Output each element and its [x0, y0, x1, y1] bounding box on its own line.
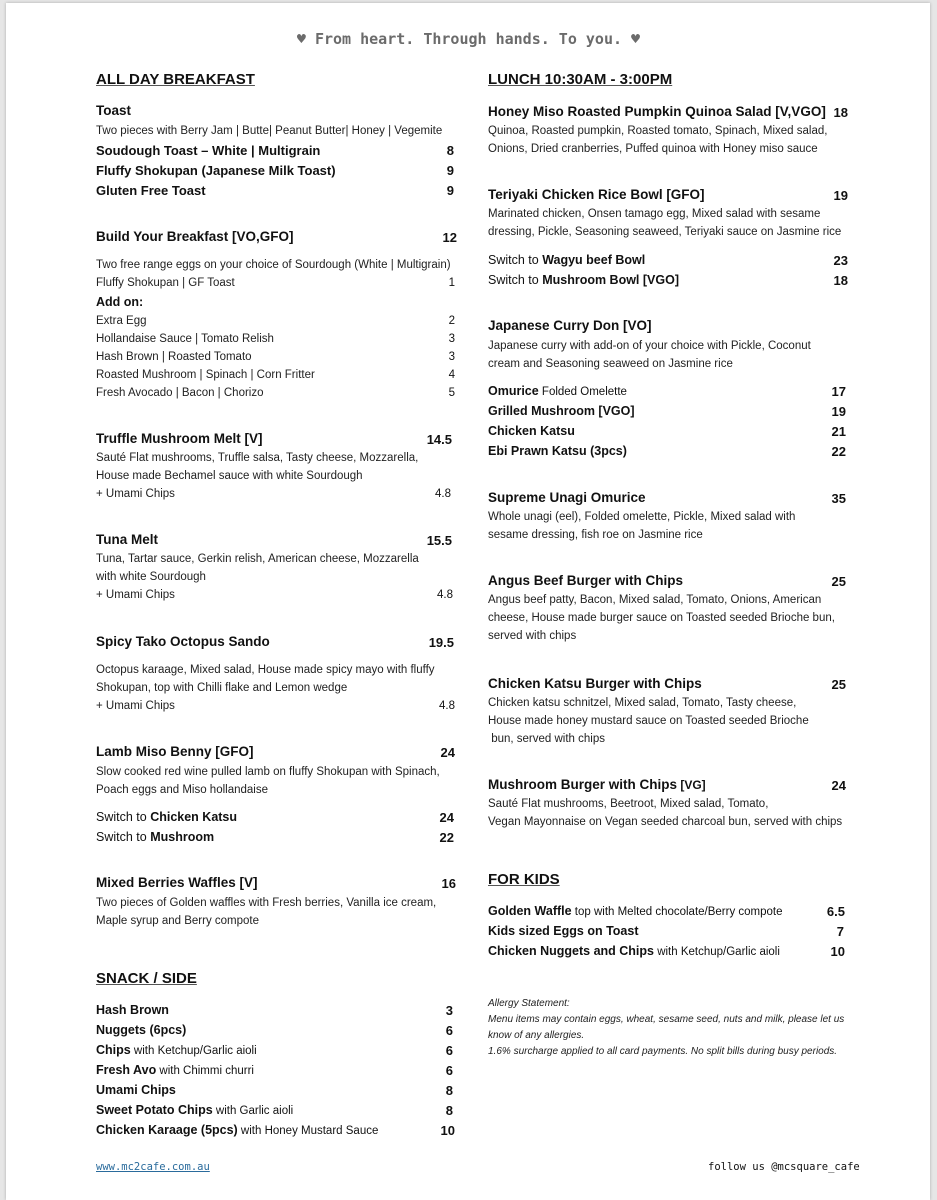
katsu-burger-title: Chicken Katsu Burger with Chips	[488, 676, 702, 691]
switch-name: Mushroom	[150, 830, 215, 844]
build-price: 12	[442, 230, 457, 245]
snack-price: 10	[440, 1123, 455, 1138]
snack-item	[96, 1043, 257, 1057]
snack-item	[96, 1023, 186, 1037]
snack-item	[96, 1103, 293, 1117]
tuna-extra: + Umami Chips	[96, 589, 175, 601]
option-name: Ebi Prawn Katsu (3pcs)	[488, 444, 627, 458]
snack-name: Chips	[96, 1043, 131, 1057]
tako-extra-price: 4.8	[439, 700, 455, 712]
truffle-desc: House made Bechamel sauce with white Sourdough	[96, 470, 363, 482]
option-note: Folded Omelette	[538, 386, 627, 398]
katsu-burger-desc: House made honey mustard sauce on Toasted seeded Brioche	[488, 715, 809, 727]
curry-option-price: 19	[831, 404, 846, 419]
teriyaki-switch-price: 23	[833, 253, 848, 268]
waffles-desc: Two pieces of Golden waffles with Fresh berries, Vanilla ice cream,	[96, 897, 437, 909]
mush-burger-desc: Sauté Flat mushrooms, Beetroot, Mixed salad, Tomato,	[488, 798, 769, 810]
teriyaki-switch-price: 18	[833, 273, 848, 288]
snack-price: 6	[445, 1063, 453, 1078]
allergy-text: know of any allergies.	[488, 1030, 585, 1041]
switch-prefix: Switch to	[96, 830, 151, 844]
addon-label: Add on:	[96, 295, 144, 309]
mush-burger-price: 24	[831, 778, 846, 793]
mush-burger-desc: Vegan Mayonnaise on Vegan seeded charcoal bun, served with chips	[488, 816, 843, 828]
katsu-burger-desc: bun, served with chips	[488, 733, 605, 745]
waffles-price: 16	[441, 876, 456, 891]
addon-price: 2	[448, 315, 455, 327]
addon-item: Roasted Mushroom | Spinach | Corn Fritter	[96, 369, 315, 381]
teriyaki-price: 19	[833, 188, 848, 203]
kids-item	[488, 944, 780, 958]
build-desc: Two free range eggs on your choice of Sourdough (White | Multigrain)	[96, 259, 451, 271]
toast-item: Fluffy Shokupan (Japanese Milk Toast)	[96, 163, 336, 178]
toast-title: Toast	[96, 103, 132, 118]
build-desc: Fluffy Shokupan | GF Toast	[96, 277, 235, 289]
angus-desc: cheese, House made burger sauce on Toasted seeded Brioche bun,	[488, 612, 835, 624]
curry-option-price: 21	[831, 424, 846, 439]
lamb-desc: Slow cooked red wine pulled lamb on fluffy Shokupan with Spinach,	[96, 766, 440, 778]
build-desc-price: 1	[448, 277, 455, 289]
toast-item-price: 8	[446, 143, 454, 158]
kids-note: top with Melted chocolate/Berry compote	[571, 906, 783, 918]
teriyaki-title: Teriyaki Chicken Rice Bowl [GFO]	[488, 187, 705, 202]
salad-desc: Onions, Dried cranberries, Puffed quinoa with Honey miso sauce	[488, 143, 818, 155]
curry-option	[488, 384, 627, 398]
lamb-switch-price: 22	[439, 830, 454, 845]
kids-name: Golden Waffle	[488, 904, 572, 918]
kids-heading: FOR KIDS	[488, 871, 560, 888]
waffles-desc: Maple syrup and Berry compote	[96, 915, 259, 927]
toast-item: Gluten Free Toast	[96, 183, 206, 198]
kids-item	[488, 904, 783, 918]
angus-desc: served with chips	[488, 630, 577, 642]
lamb-desc: Poach eggs and Miso hollandaise	[96, 784, 268, 796]
curry-title: Japanese Curry Don [VO]	[488, 318, 652, 333]
snack-item	[96, 1123, 378, 1137]
snack-name: Sweet Potato Chips	[96, 1103, 213, 1117]
kids-price: 6.5	[826, 904, 845, 919]
curry-option-price: 17	[831, 384, 846, 399]
lamb-title: Lamb Miso Benny [GFO]	[96, 744, 254, 759]
tuna-desc: Tuna, Tartar sauce, Gerkin relish, American cheese, Mozzarella	[96, 553, 419, 565]
addon-price: 3	[448, 351, 455, 363]
tuna-price: 15.5	[426, 533, 452, 548]
tako-extra: + Umami Chips	[96, 700, 175, 712]
katsu-burger-desc: Chicken katsu schnitzel, Mixed salad, Tomato, Tasty cheese,	[488, 697, 797, 709]
kids-price: 10	[830, 944, 845, 959]
build-title: Build Your Breakfast [VO,GFO]	[96, 229, 294, 244]
lamb-price: 24	[440, 745, 455, 760]
tako-desc: Shokupan, top with Chilli flake and Lemon wedge	[96, 682, 348, 694]
snack-note: with Garlic aioli	[212, 1105, 294, 1117]
lunch-heading: LUNCH 10:30AM - 3:00PM	[488, 71, 673, 88]
allergy-text: Menu items may contain eggs, wheat, sesame seed, nuts and milk, please let us	[488, 1014, 845, 1025]
switch-prefix: Switch to	[488, 273, 543, 287]
truffle-title: Truffle Mushroom Melt [V]	[96, 431, 263, 446]
lamb-switch	[96, 810, 237, 824]
addon-item: Hollandaise Sauce | Tomato Relish	[96, 333, 274, 345]
switch-prefix: Switch to	[96, 810, 151, 824]
snack-name: Hash Brown	[96, 1003, 169, 1017]
unagi-desc: sesame dressing, fish roe on Jasmine rice	[488, 529, 703, 541]
snack-item	[96, 1003, 169, 1017]
allergy-title: Allergy Statement:	[488, 998, 570, 1009]
switch-name: Chicken Katsu	[150, 810, 238, 824]
addon-item: Hash Brown | Roasted Tomato	[96, 351, 252, 363]
mush-burger-name: Mushroom Burger with Chips	[488, 777, 677, 792]
tuna-desc: with white Sourdough	[96, 571, 206, 583]
waffles-title: Mixed Berries Waffles [V]	[96, 875, 258, 890]
snack-price: 8	[445, 1083, 453, 1098]
salad-title: Honey Miso Roasted Pumpkin Quinoa Salad [V,VGO]	[488, 104, 826, 119]
addon-price: 3	[448, 333, 455, 345]
curry-desc: cream and Seasoning seaweed on Jasmine rice	[488, 358, 733, 370]
salad-price: 18	[833, 105, 848, 120]
addon-price: 4	[448, 369, 455, 381]
kids-name: Kids sized Eggs on Toast	[488, 924, 639, 938]
kids-price: 7	[836, 924, 844, 939]
snack-name: Nuggets (6pcs)	[96, 1023, 187, 1037]
snack-name: Umami Chips	[96, 1083, 176, 1097]
teriyaki-switch	[488, 273, 679, 287]
snack-name: Fresh Avo	[96, 1063, 157, 1077]
snack-item	[96, 1083, 176, 1097]
option-name: Grilled Mushroom [VGO]	[488, 404, 635, 418]
unagi-price: 35	[831, 491, 846, 506]
follow-us-text: follow us @mcsquare_cafe	[708, 1161, 860, 1173]
snack-name: Chicken Karaage (5pcs)	[96, 1123, 238, 1137]
addon-item: Extra Egg	[96, 315, 147, 327]
snack-price: 3	[445, 1003, 453, 1018]
curry-option	[488, 404, 635, 418]
snack-price: 6	[445, 1023, 453, 1038]
option-name: Omurice	[488, 384, 539, 398]
addon-price: 5	[448, 387, 455, 399]
tuna-title: Tuna Melt	[96, 532, 158, 547]
kids-name: Chicken Nuggets and Chips	[488, 944, 654, 958]
snack-price: 8	[445, 1103, 453, 1118]
surcharge-text: 1.6% surcharge applied to all card payments. No split bills during busy periods.	[488, 1046, 838, 1057]
curry-option	[488, 424, 575, 438]
teriyaki-desc: Marinated chicken, Onsen tamago egg, Mixed salad with sesame	[488, 208, 821, 220]
curry-option	[488, 444, 627, 458]
toast-item-price: 9	[446, 163, 454, 178]
toast-item-price: 9	[446, 183, 454, 198]
teriyaki-desc: dressing, Pickle, Seasoning seaweed, Teriyaki sauce on Jasmine rice	[488, 226, 842, 238]
unagi-desc: Whole unagi (eel), Folded omelette, Pickle, Mixed salad with	[488, 511, 796, 523]
angus-desc: Angus beef patty, Bacon, Mixed salad, Tomato, Onions, American	[488, 594, 822, 606]
truffle-extra: + Umami Chips	[96, 488, 175, 500]
truffle-desc: Sauté Flat mushrooms, Truffle salsa, Tasty cheese, Mozzarella,	[96, 452, 419, 464]
salad-desc: Quinoa, Roasted pumpkin, Roasted tomato, Spinach, Mixed salad,	[488, 125, 828, 137]
toast-desc: Two pieces with Berry Jam | Butte| Peanut Butter| Honey | Vegemite	[96, 125, 443, 137]
snack-heading: SNACK / SIDE	[96, 970, 197, 987]
website-link[interactable]: www.mc2cafe.com.au	[96, 1161, 210, 1173]
snack-note: with Honey Mustard Sauce	[237, 1125, 379, 1137]
katsu-burger-price: 25	[831, 677, 846, 692]
tagline: ♥ From heart. Through hands. To you. ♥	[296, 30, 641, 48]
unagi-title: Supreme Unagi Omurice	[488, 490, 646, 505]
angus-title: Angus Beef Burger with Chips	[488, 573, 684, 588]
switch-prefix: Switch to	[488, 253, 543, 267]
toast-item: Soudough Toast – White | Multigrain	[96, 143, 321, 158]
snack-price: 6	[445, 1043, 453, 1058]
mush-burger-title	[488, 777, 706, 792]
snack-note: with Ketchup/Garlic aioli	[130, 1045, 257, 1057]
option-name: Chicken Katsu	[488, 424, 575, 438]
truffle-price: 14.5	[426, 432, 452, 447]
tako-title: Spicy Tako Octopus Sando	[96, 634, 270, 649]
switch-name: Mushroom Bowl [VGO]	[542, 273, 679, 287]
addon-item: Fresh Avocado | Bacon | Chorizo	[96, 387, 264, 399]
switch-name: Wagyu beef Bowl	[542, 253, 646, 267]
curry-desc: Japanese curry with add-on of your choice with Pickle, Coconut	[488, 340, 811, 352]
lamb-switch-price: 24	[439, 810, 454, 825]
mush-burger-tag: [VG]	[677, 778, 706, 792]
kids-item	[488, 924, 638, 938]
breakfast-heading: ALL DAY BREAKFAST	[96, 71, 255, 88]
tuna-extra-price: 4.8	[437, 589, 453, 601]
lamb-switch	[96, 830, 214, 844]
snack-note: with Chimmi churri	[156, 1065, 254, 1077]
angus-price: 25	[831, 574, 846, 589]
curry-option-price: 22	[831, 444, 846, 459]
tako-desc: Octopus karaage, Mixed salad, House made spicy mayo with fluffy	[96, 664, 435, 676]
tako-price: 19.5	[428, 635, 454, 650]
truffle-extra-price: 4.8	[435, 488, 451, 500]
kids-note: with Ketchup/Garlic aioli	[654, 946, 780, 958]
snack-item	[96, 1063, 254, 1077]
teriyaki-switch	[488, 253, 645, 267]
